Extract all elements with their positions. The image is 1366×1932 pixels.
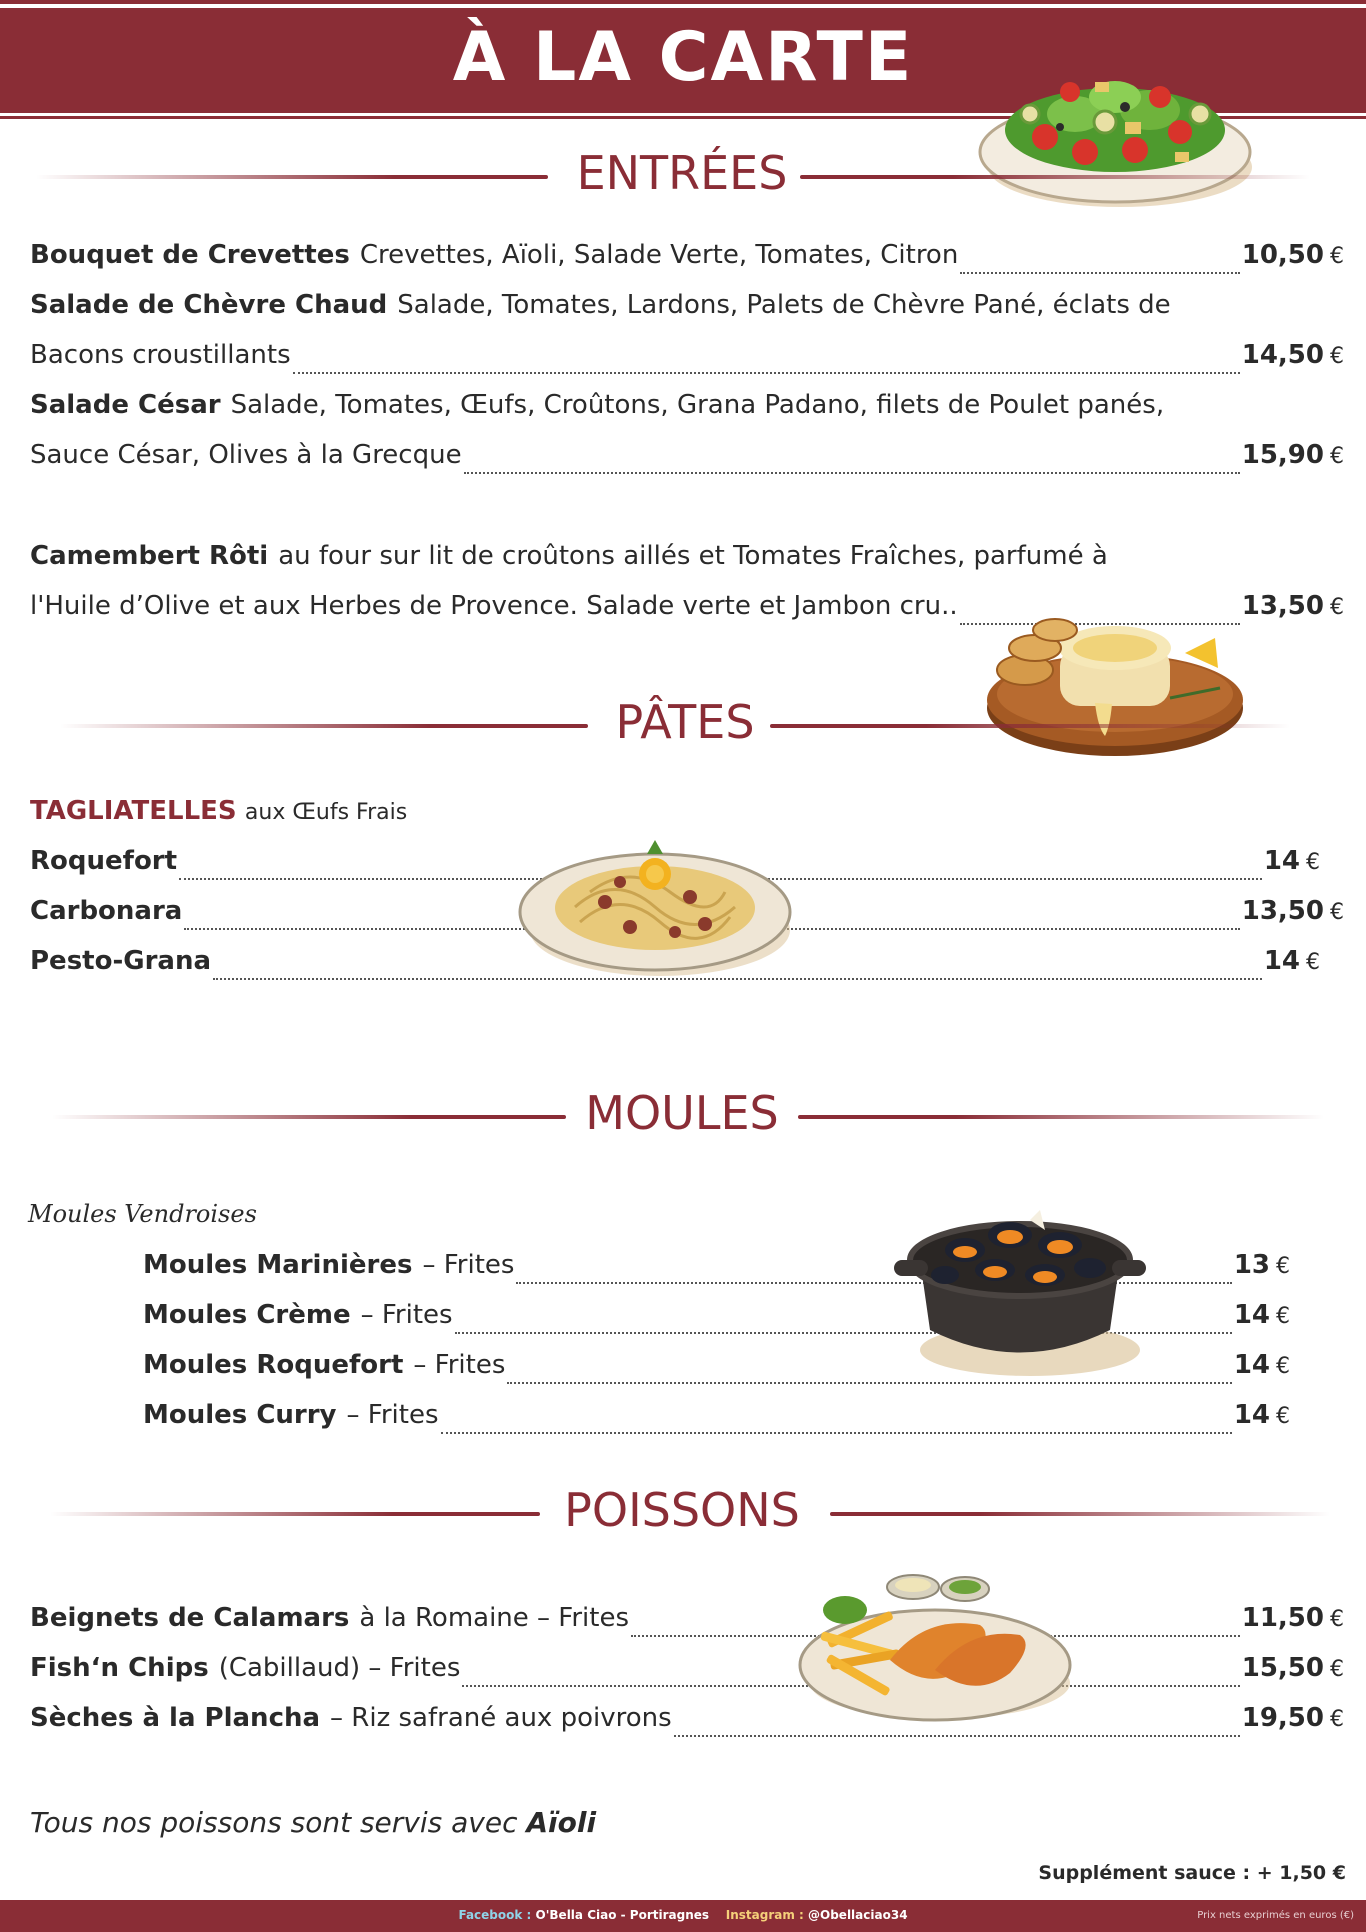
- section-poissons-header: [0, 1483, 1366, 1543]
- item-name: Roquefort: [30, 846, 178, 876]
- item-description: – Frites: [413, 1350, 506, 1380]
- item-description: Salade, Tomates, Lardons, Palets de Chèvre Pané, éclats de: [397, 290, 1171, 320]
- leader-dots: [464, 472, 1240, 474]
- menu-item: [30, 240, 1344, 280]
- item-price: 14: [1233, 1300, 1270, 1330]
- item-price: 15,90: [1241, 440, 1324, 470]
- section-pates-title: PÂTES: [615, 695, 755, 749]
- item-price: 14: [1233, 1350, 1270, 1380]
- item-price: 13: [1233, 1250, 1270, 1280]
- item-price: 13,50: [1241, 591, 1324, 621]
- mussels-pot-illustration: [890, 1190, 1150, 1380]
- section-rule-left: [36, 175, 548, 179]
- price-fineprint: Prix nets exprimés en euros (€): [1197, 1910, 1354, 1921]
- page-title: À LA CARTE: [452, 18, 914, 97]
- fish-and-chips-illustration: [795, 1565, 1075, 1725]
- item-description: Salade, Tomates, Œufs, Croûtons, Grana Padano, filets de Poulet panés,: [230, 390, 1165, 420]
- item-description: – Frites: [360, 1300, 453, 1330]
- menu-item-continued: [30, 340, 1344, 380]
- item-name: Salade de Chèvre Chaud: [30, 290, 388, 320]
- currency-symbol: €: [1330, 1607, 1344, 1632]
- currency-symbol: €: [1306, 850, 1320, 875]
- item-name: Bouquet de Crevettes: [30, 240, 350, 270]
- currency-symbol: €: [1330, 444, 1344, 469]
- menu-item: [30, 1653, 1344, 1693]
- item-description: Crevettes, Aïoli, Salade Verte, Tomates, Citron: [359, 240, 959, 270]
- item-description: l'Huile d’Olive et aux Herbes de Provence. Salade verte et Jambon cru..: [30, 591, 958, 621]
- section-rule-left: [50, 1512, 540, 1516]
- moules-vendroises-label: Moules Vendroises: [28, 1200, 257, 1228]
- item-description: – Riz safrané aux poivrons: [330, 1703, 672, 1733]
- currency-symbol: €: [1330, 900, 1344, 925]
- item-price: 13,50: [1241, 896, 1324, 926]
- section-moules-header: [0, 1086, 1366, 1146]
- instagram-value[interactable]: @Obellaciao34: [808, 1908, 908, 1922]
- menu-item: [30, 290, 1344, 330]
- currency-symbol: €: [1330, 1707, 1344, 1732]
- section-moules-title: MOULES: [585, 1086, 779, 1140]
- menu-item: [30, 1603, 1344, 1643]
- section-entrees-header: [0, 146, 1366, 206]
- section-rule-left: [60, 724, 588, 728]
- section-pates-header: [0, 695, 1366, 755]
- menu-item: [30, 541, 1344, 581]
- note-bold-text: Aïoli: [526, 1806, 597, 1839]
- leader-dots: [507, 1382, 1231, 1384]
- tagliatelles-note: aux Œufs Frais: [244, 800, 408, 825]
- item-price: 19,50: [1241, 1703, 1324, 1733]
- item-description: à la Romaine – Frites: [359, 1603, 630, 1633]
- leader-dots: [674, 1735, 1240, 1737]
- leader-dots: [441, 1432, 1232, 1434]
- menu-item: [143, 1400, 1290, 1440]
- item-description: – Frites: [422, 1250, 515, 1280]
- item-name: Sèches à la Plancha: [30, 1703, 321, 1733]
- tagliatelles-subheader: [30, 796, 407, 826]
- pasta-carbonara-illustration: [515, 812, 795, 982]
- currency-symbol: €: [1306, 950, 1320, 975]
- note-text: Tous nos poissons sont servis avec: [30, 1806, 518, 1839]
- item-description: – Frites: [346, 1400, 439, 1430]
- item-description: Bacons croustillants: [30, 340, 291, 370]
- section-rule-right: [800, 175, 1310, 179]
- item-price: 15,50: [1241, 1653, 1324, 1683]
- item-price: 14: [1263, 946, 1300, 976]
- item-price: 11,50: [1241, 1603, 1324, 1633]
- item-name: Moules Roquefort: [143, 1350, 404, 1380]
- currency-symbol: €: [1276, 1404, 1290, 1429]
- section-entrees-title: ENTRÉES: [576, 146, 788, 200]
- menu-item-continued: [30, 440, 1344, 480]
- currency-symbol: €: [1330, 244, 1344, 269]
- item-price: 14: [1263, 846, 1300, 876]
- item-price: 14,50: [1241, 340, 1324, 370]
- item-name: Moules Crème: [143, 1300, 351, 1330]
- poissons-note: [30, 1806, 596, 1839]
- supplement-sauce: Supplément sauce : + 1,50 €: [1038, 1862, 1346, 1884]
- item-name: Fish‘n Chips: [30, 1653, 209, 1683]
- item-description: au four sur lit de croûtons aillés et Tomates Fraîches, parfumé à: [278, 541, 1108, 571]
- menu-item: [30, 1703, 1344, 1743]
- tagliatelles-label: TAGLIATELLES: [30, 796, 237, 826]
- leader-dots: [960, 272, 1239, 274]
- footer-band: [0, 1900, 1366, 1932]
- leader-dots: [293, 372, 1240, 374]
- section-rule-right: [770, 724, 1290, 728]
- item-name: Beignets de Calamars: [30, 1603, 350, 1633]
- currency-symbol: €: [1330, 344, 1344, 369]
- currency-symbol: €: [1330, 1657, 1344, 1682]
- item-name: Moules Marinières: [143, 1250, 413, 1280]
- item-price: 10,50: [1241, 240, 1324, 270]
- item-description: Sauce César, Olives à la Grecque: [30, 440, 462, 470]
- facebook-value[interactable]: O'Bella Ciao - Portiragnes: [535, 1908, 710, 1922]
- currency-symbol: €: [1330, 595, 1344, 620]
- item-name: Pesto-Grana: [30, 946, 212, 976]
- item-name: Carbonara: [30, 896, 183, 926]
- instagram-label: Instagram :: [725, 1908, 804, 1922]
- currency-symbol: €: [1276, 1254, 1290, 1279]
- item-name: Salade César: [30, 390, 221, 420]
- social-links: [0, 1908, 1366, 1922]
- item-name: Camembert Rôti: [30, 541, 269, 571]
- header-top-line: [0, 0, 1366, 4]
- facebook-label: Facebook :: [458, 1908, 532, 1922]
- item-name: Moules Curry: [143, 1400, 337, 1430]
- section-poissons-title: POISSONS: [564, 1483, 800, 1537]
- currency-symbol: €: [1276, 1354, 1290, 1379]
- section-rule-right: [798, 1115, 1324, 1119]
- section-rule-left: [52, 1115, 566, 1119]
- menu-item: [30, 390, 1344, 430]
- item-description: (Cabillaud) – Frites: [218, 1653, 461, 1683]
- item-price: 14: [1233, 1400, 1270, 1430]
- currency-symbol: €: [1276, 1304, 1290, 1329]
- section-rule-right: [830, 1512, 1330, 1516]
